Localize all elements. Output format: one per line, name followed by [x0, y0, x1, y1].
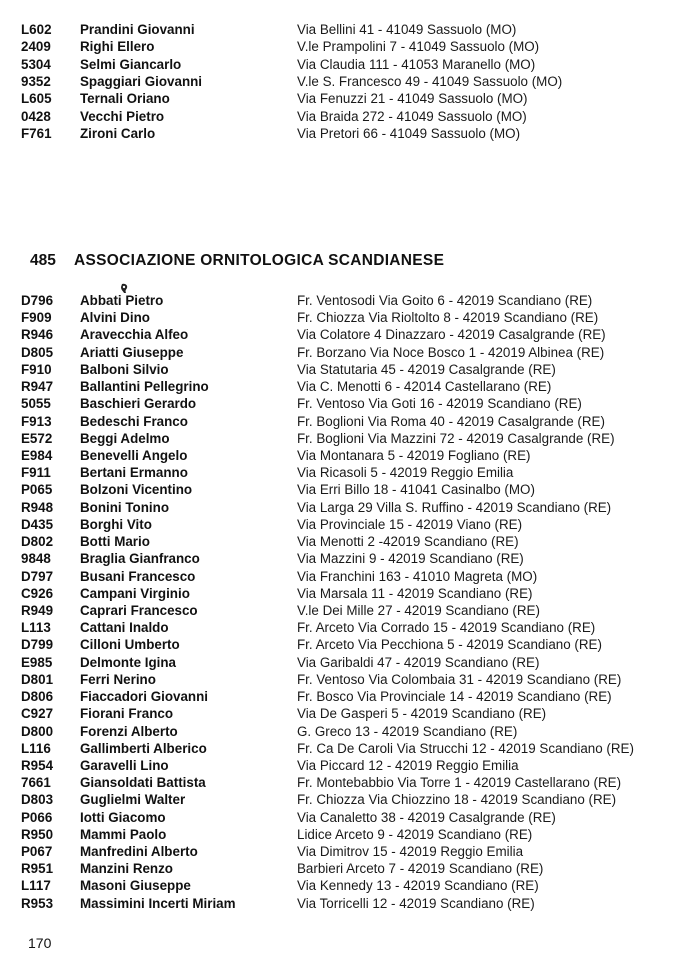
list-item [0, 688, 700, 706]
page-number: 170 [28, 935, 52, 951]
member-name: Ternali Oriano [80, 91, 170, 107]
member-name: Abbati Pietro [80, 293, 164, 308]
member-code: D805 [21, 344, 54, 360]
member-name: Massimini Incerti Miriam [80, 895, 236, 911]
list-item [0, 826, 700, 844]
list-item [0, 378, 700, 396]
member-name: Manfredini Alberto [80, 844, 198, 860]
member-code: L605 [21, 91, 52, 107]
member-address: Via Torricelli 12 - 42019 Scandiano (RE) [297, 895, 535, 911]
member-address: Via Piccard 12 - 42019 Reggio Emilia [297, 757, 519, 773]
member-code: D799 [21, 637, 54, 653]
member-code: 7661 [21, 775, 51, 791]
member-code: 5055 [21, 396, 51, 412]
member-name: Mammi Paolo [80, 826, 167, 842]
member-address: Fr. Borzano Via Noce Bosco 1 - 42019 Albinea (RE) [297, 344, 605, 360]
member-code: D802 [21, 534, 54, 550]
member-code: R950 [21, 826, 54, 842]
member-code: C926 [21, 585, 54, 601]
list-item [0, 585, 700, 603]
member-address: Via Provinciale 15 - 42019 Viano (RE) [297, 516, 523, 532]
list-item [0, 464, 700, 482]
list-item [0, 499, 700, 517]
list-item [0, 654, 700, 672]
member-address: Via Ricasoli 5 - 42019 Reggio Emilia [297, 465, 514, 481]
member-address: Fr. Chiozza Via Chiozzino 18 - 42019 Scandiano (RE) [297, 792, 617, 808]
member-code: L113 [21, 620, 51, 636]
member-name: Bonini Tonino [80, 499, 169, 515]
member-name: Busani Francesco [80, 568, 196, 584]
member-name: Baschieri Gerardo [80, 396, 197, 412]
member-name: Aravecchia Alfeo [80, 327, 189, 343]
member-name: Gallimberti Alberico [80, 740, 207, 756]
member-name: Borghi Vito [80, 516, 152, 532]
member-address: Via Dimitrov 15 - 42019 Reggio Emilia [297, 844, 524, 860]
member-code: E984 [21, 447, 53, 463]
member-code: E572 [21, 430, 53, 446]
list-item [0, 413, 700, 431]
member-code: E985 [21, 654, 53, 670]
member-name: Fiaccadori Giovanni [80, 689, 208, 705]
member-code: F761 [21, 125, 52, 141]
member-code: R951 [21, 861, 54, 877]
member-name: Masoni Giuseppe [80, 878, 191, 894]
list-item [0, 533, 700, 551]
list-item [0, 774, 700, 792]
member-name: Benevelli Angelo [80, 447, 188, 463]
member-address: Via Franchini 163 - 41010 Magreta (MO) [297, 568, 538, 584]
member-address: Fr. Montebabbio Via Torre 1 - 42019 Castellarano (RE) [297, 775, 622, 791]
member-name: Botti Mario [80, 534, 150, 550]
list-item [0, 447, 700, 465]
list-item [0, 516, 700, 534]
list-item [0, 671, 700, 689]
member-address: Fr. Ca De Caroli Via Strucchi 12 - 42019 Scandiano (RE) [297, 740, 634, 756]
list-item [0, 843, 700, 861]
member-name: Bedeschi Franco [80, 413, 188, 429]
member-name: Forenzi Alberto [80, 723, 178, 739]
member-address: Via Montanara 5 - 42019 Fogliano (RE) [297, 447, 531, 463]
member-address: Via Marsala 11 - 42019 Scandiano (RE) [297, 585, 533, 601]
list-item [0, 21, 700, 39]
member-name: Vecchi Pietro [80, 108, 165, 124]
member-code: R954 [21, 757, 54, 773]
member-address: Barbieri Arceto 7 - 42019 Scandiano (RE) [297, 861, 544, 877]
list-item [0, 791, 700, 809]
member-code: D796 [21, 293, 54, 308]
list-item [0, 361, 700, 379]
member-code: R953 [21, 895, 54, 911]
member-address: G. Greco 13 - 42019 Scandiano (RE) [297, 723, 518, 739]
member-name: Righi Ellero [80, 39, 155, 55]
member-address: Via Braida 272 - 41049 Sassuolo (MO) [297, 108, 527, 124]
member-code: 9848 [21, 551, 51, 567]
member-address: Fr. Ventosodi Via Goito 6 - 42019 Scandiano (RE) [297, 293, 593, 308]
member-name: Ariatti Giuseppe [80, 344, 184, 360]
member-name: Fiorani Franco [80, 706, 174, 722]
member-code: L602 [21, 22, 52, 37]
member-address: Via Claudia 111 - 41053 Maranello (MO) [297, 56, 536, 72]
list-item [0, 292, 700, 310]
member-address: Via Canaletto 38 - 42019 Casalgrande (RE) [297, 809, 556, 825]
member-code: F913 [21, 413, 52, 429]
member-code: L116 [21, 740, 51, 756]
section-title: ASSOCIAZIONE ORNITOLOGICA SCANDIANESE [74, 252, 445, 269]
member-name: Cilloni Umberto [80, 637, 180, 653]
member-code: F909 [21, 310, 52, 326]
member-code: 5304 [21, 56, 51, 72]
member-code: R947 [21, 379, 54, 395]
list-item [0, 309, 700, 327]
list-item [0, 481, 700, 499]
member-code: D803 [21, 792, 54, 808]
list-item [0, 757, 700, 775]
member-address: Via Statutaria 45 - 42019 Casalgrande (RE) [297, 361, 556, 377]
member-address: V.le Dei Mille 27 - 42019 Scandiano (RE) [297, 602, 540, 618]
list-item [0, 860, 700, 878]
member-address: Via Mazzini 9 - 42019 Scandiano (RE) [297, 551, 524, 567]
member-name: Braglia Gianfranco [80, 551, 200, 567]
section-number: 485 [30, 252, 56, 269]
list-item [0, 877, 700, 895]
member-name: Bolzoni Vicentino [80, 482, 193, 498]
member-name: Ballantini Pellegrino [80, 379, 209, 395]
member-name: Giansoldati Battista [80, 775, 206, 791]
member-name: Spaggiari Giovanni [80, 73, 203, 89]
member-address: Via Colatore 4 Dinazzaro - 42019 Casalgrande (RE) [297, 327, 606, 343]
member-code: F911 [21, 465, 51, 481]
member-code: D797 [21, 568, 54, 584]
member-address: Lidice Arceto 9 - 42019 Scandiano (RE) [297, 826, 533, 842]
list-item [0, 723, 700, 741]
member-code: C927 [21, 706, 54, 722]
member-code: R949 [21, 602, 54, 618]
member-code: R948 [21, 499, 54, 515]
list-item [0, 636, 700, 654]
member-address: Via Menotti 2 -42019 Scandiano (RE) [297, 534, 519, 550]
member-name: Alvini Dino [80, 310, 150, 326]
member-name: Cattani Inaldo [80, 620, 169, 636]
list-item [0, 38, 700, 56]
list-item [0, 125, 700, 143]
member-address: Fr. Arceto Via Corrado 15 - 42019 Scandiano (RE) [297, 620, 596, 636]
list-item [0, 395, 700, 413]
member-name: Balboni Silvio [80, 361, 169, 377]
member-address: Via Pretori 66 - 41049 Sassuolo (MO) [297, 125, 521, 141]
list-item [0, 90, 700, 108]
list-item [0, 619, 700, 637]
member-address: Fr. Bosco Via Provinciale 14 - 42019 Scandiano (RE) [297, 689, 612, 705]
member-name: Beggi Adelmo [80, 430, 170, 446]
section-heading [0, 251, 700, 271]
member-address: Fr. Arceto Via Pecchiona 5 - 42019 Scandiano (RE) [297, 637, 602, 653]
member-name: Selmi Giancarlo [80, 56, 182, 72]
list-item [0, 602, 700, 620]
member-address: Via Erri Billo 18 - 41041 Casinalbo (MO) [297, 482, 535, 498]
member-code: D806 [21, 689, 54, 705]
member-code: L117 [21, 878, 51, 894]
member-code: D800 [21, 723, 54, 739]
member-name: Campani Virginio [80, 585, 190, 601]
member-address: Via Fenuzzi 21 - 41049 Sassuolo (MO) [297, 91, 528, 107]
member-code: P067 [21, 844, 53, 860]
member-code: D435 [21, 516, 54, 532]
member-name: Delmonte Igina [80, 654, 176, 670]
list-item [0, 56, 700, 74]
member-address: Fr. Boglioni Via Roma 40 - 42019 Casalgrande (RE) [297, 413, 605, 429]
member-address: V.le Prampolini 7 - 41049 Sassuolo (MO) [297, 39, 540, 55]
member-address: Via Larga 29 Villa S. Ruffino - 42019 Scandiano (RE) [297, 499, 612, 515]
member-name: Prandini Giovanni [80, 22, 195, 37]
member-name: Guglielmi Walter [80, 792, 186, 808]
member-code: 9352 [21, 73, 51, 89]
list-item [0, 344, 700, 362]
member-name: Iotti Giacomo [80, 809, 166, 825]
list-item [0, 73, 700, 91]
member-address: Via Kennedy 13 - 42019 Scandiano (RE) [297, 878, 539, 894]
member-name: Bertani Ermanno [80, 465, 188, 481]
member-code: P065 [21, 482, 53, 498]
member-address: Via C. Menotti 6 - 42014 Castellarano (RE) [297, 379, 552, 395]
list-item [0, 326, 700, 344]
member-name: Garavelli Lino [80, 757, 169, 773]
member-name: Ferri Nerino [80, 671, 156, 687]
list-item [0, 740, 700, 758]
member-address: Via Bellini 41 - 41049 Sassuolo (MO) [297, 22, 517, 37]
list-item [0, 705, 700, 723]
member-address: Fr. Ventoso Via Goti 16 - 42019 Scandiano (RE) [297, 396, 582, 412]
list-item [0, 809, 700, 827]
member-name: Caprari Francesco [80, 602, 198, 618]
member-code: P066 [21, 809, 53, 825]
list-item [0, 108, 700, 126]
member-name: Manzini Renzo [80, 861, 173, 877]
list-item [0, 895, 700, 913]
member-address: Via De Gasperi 5 - 42019 Scandiano (RE) [297, 706, 547, 722]
list-item [0, 550, 700, 568]
member-address: Fr. Ventoso Via Colombaia 31 - 42019 Scandiano (RE) [297, 671, 622, 687]
list-item [0, 568, 700, 586]
member-address: V.le S. Francesco 49 - 41049 Sassuolo (MO) [297, 73, 563, 89]
member-code: 0428 [21, 108, 51, 124]
member-address: Fr. Chiozza Via Rioltolto 8 - 42019 Scandiano (RE) [297, 310, 599, 326]
member-code: R946 [21, 327, 54, 343]
member-code: 2409 [21, 39, 51, 55]
member-code: D801 [21, 671, 54, 687]
member-address: Via Garibaldi 47 - 42019 Scandiano (RE) [297, 654, 540, 670]
list-item [0, 430, 700, 448]
member-name: Zironi Carlo [80, 125, 156, 141]
member-code: F910 [21, 361, 52, 377]
member-address: Fr. Boglioni Via Mazzini 72 - 42019 Casalgrande (RE) [297, 430, 615, 446]
